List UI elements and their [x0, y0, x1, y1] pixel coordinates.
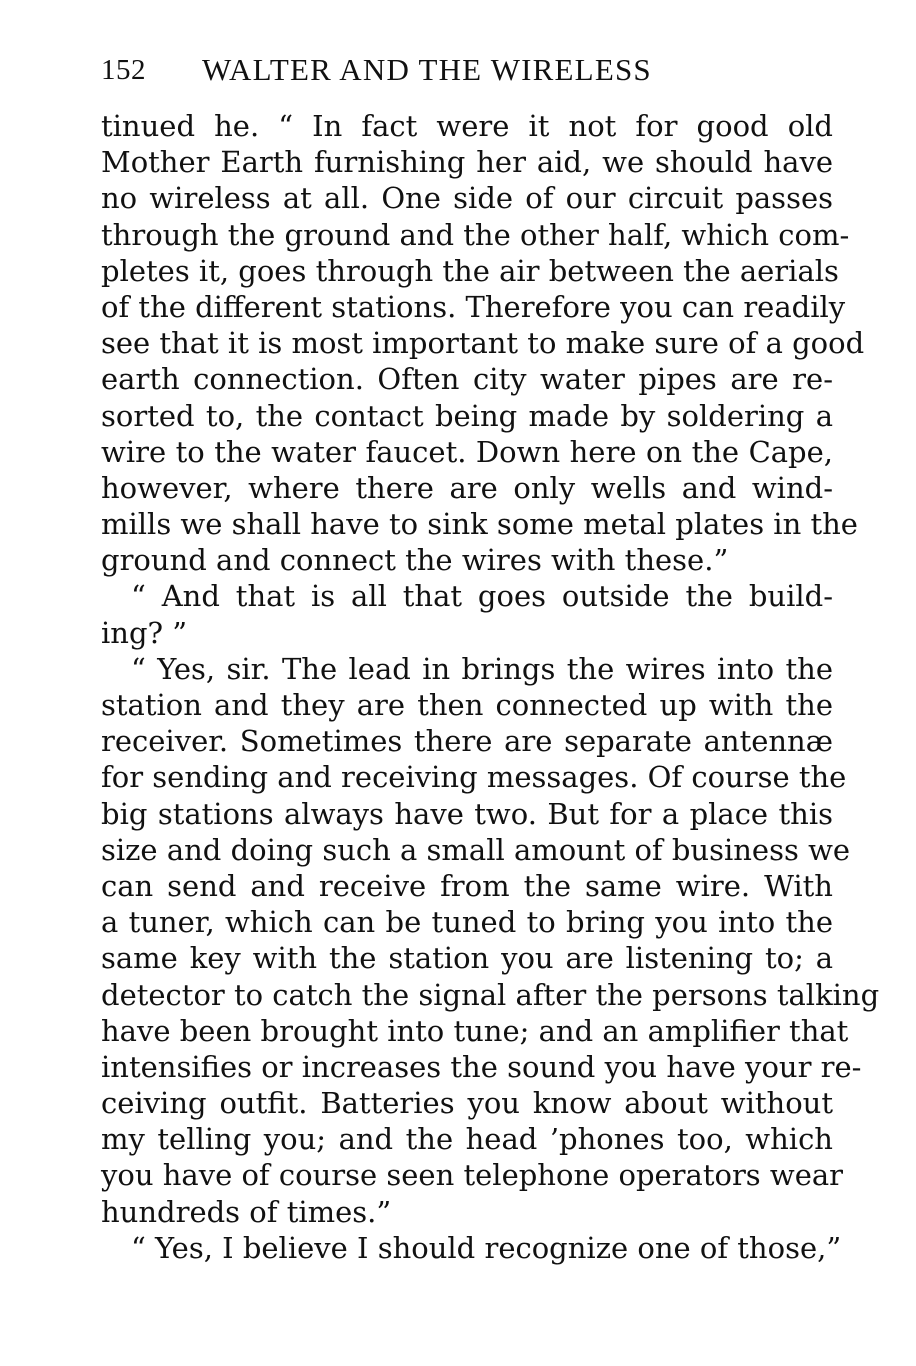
text-line: “ And that is all that goes outside the build-	[131, 579, 833, 614]
text-line: size and doing such a small amount of business we	[101, 832, 851, 867]
text-line: sorted to, the contact being made by soldering a	[101, 398, 833, 433]
body-text	[101, 108, 880, 1266]
text-line: “ Yes, sir. The lead in brings the wires into the	[131, 651, 833, 686]
text-line: mills we shall have to sink some metal plates in the	[101, 507, 858, 542]
text-line: earth connection. Often city water pipes are re-	[101, 362, 833, 397]
text-line: you have of course seen telephone operators wear	[101, 1158, 844, 1193]
page-header	[101, 52, 741, 92]
text-line: “ Yes, I believe I should recognize one of those,”	[131, 1230, 842, 1265]
text-line: hundreds of times.”	[101, 1194, 392, 1229]
text-line: a tuner, which can be tuned to bring you into the	[101, 905, 833, 940]
text-line: detector to catch the signal after the persons talking	[101, 977, 880, 1012]
text-line: have been brought into tune; and an amplifier that	[101, 1013, 849, 1048]
text-line: see that it is most important to make sure of a good	[101, 326, 865, 361]
text-line: Mother Earth furnishing her aid, we should have	[101, 145, 833, 180]
text-line: station and they are then connected up with the	[101, 688, 833, 722]
text-line: my telling you; and the head ’phones too, which	[101, 1122, 833, 1157]
text-line: ceiving outfit. Batteries you know about without	[101, 1086, 833, 1121]
text-line: intensifies or increases the sound you have your re-	[101, 1049, 862, 1084]
text-line: can send and receive from the same wire. With	[101, 868, 833, 903]
text-line: of the different stations. Therefore you can readily	[101, 289, 846, 324]
text-line: ground and connect the wires with these.”	[101, 543, 729, 578]
text-line: big stations always have two. But for a place this	[101, 796, 833, 831]
running-title: WALTER AND THE WIRELESS	[202, 52, 652, 87]
text-line: through the ground and the other half, which com-	[101, 217, 850, 252]
text-line: receiver. Sometimes there are separate antennæ	[101, 724, 833, 759]
text-line: for sending and receiving messages. Of course the	[101, 760, 847, 795]
text-line: no wireless at all. One side of our circuit passes	[101, 181, 833, 216]
page-number: 152	[101, 54, 146, 86]
text-line: wire to the water faucet. Down here on the Cape,	[101, 434, 833, 469]
text-line: however, where there are only wells and wind-	[101, 470, 833, 505]
text-line: same key with the station you are listening to; a	[101, 941, 833, 976]
text-line: pletes it, goes through the air between the aerials	[101, 253, 839, 288]
text-line: ing? ”	[101, 615, 188, 650]
text-line: tinued he. “ In fact were it not for good old	[101, 109, 833, 143]
